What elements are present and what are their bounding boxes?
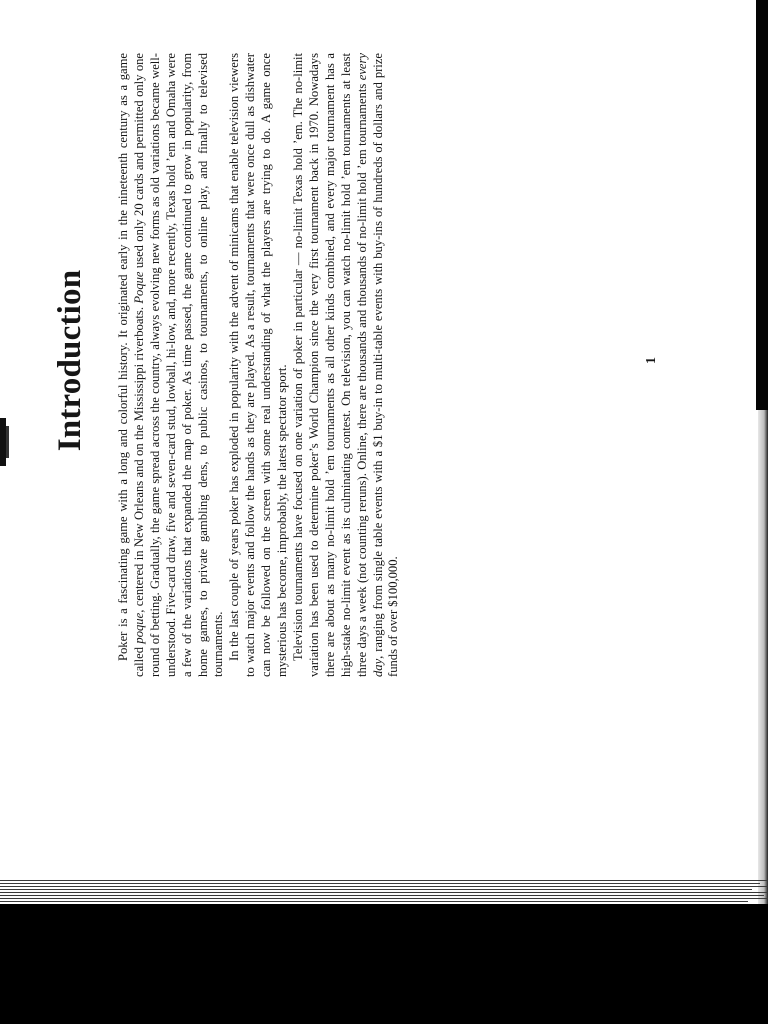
paragraph: In the last couple of years poker has exploded in popularity with the advent of minicams that enable television viewers to watch major events and follow the hands as they are played. As a result, tournaments that were once dull as dishwater can now be followed on the screen with some real understanding of what the players are trying to do. A game once mysterious has become, improbably, the latest spectator sport. (227, 53, 290, 677)
paragraph: Television tournaments have focused on one variation of poker in particular — no-limit Texas hold ’em. The no-limit variation has been used to determine poker’s World Champion since the very first tournament back in 1970. Nowadays there are about as many no-limit hold ’em tournaments as all other kinds combined, and every major tournament has a high-stake no-limit event as its culminating contest. On television, you can watch no-limit hold ’em tournaments at least three days a week (not counting reruns). Online, there are thousands and thousands of no-limit hold ’em tournaments every day, ranging from single table events with a $1 buy-in to multi-table events with buy-ins of hundreds of dollars and prize funds of over $100,000. (290, 53, 401, 677)
chapter-title: Introduction (52, 269, 88, 452)
paragraph: Poker is a fascinating game with a long and colorful history. It originated early in the nineteenth century as a game called poque, centered in New Orleans and on the Mississippi riverboats. Poque used only 20 cards and permitted only one round of betting. Gradually, the game spread across the country, always evolving new forms as old variations became well-understood. Five-card draw, five and seven-card stud, lowball, hi-low, and, more recently, Texas hold ’em and Omaha were a few of the variations that expanded the map of poker. As time passed, the game continued to grow in popularity, from home games, to private gambling dens, to public casinos, to tournaments, to online play, and finally to televised tournaments. (116, 53, 226, 677)
book-page (38, 38, 698, 683)
italic-term: poque (131, 612, 146, 644)
binding-mark (0, 418, 6, 466)
scanner-border-top-right (756, 0, 768, 410)
italic-term: every day (354, 53, 385, 677)
scanner-border-bottom (0, 904, 768, 1024)
italic-term: Poque (131, 271, 146, 304)
body-text (116, 53, 402, 677)
page-number: 1 (644, 357, 659, 364)
